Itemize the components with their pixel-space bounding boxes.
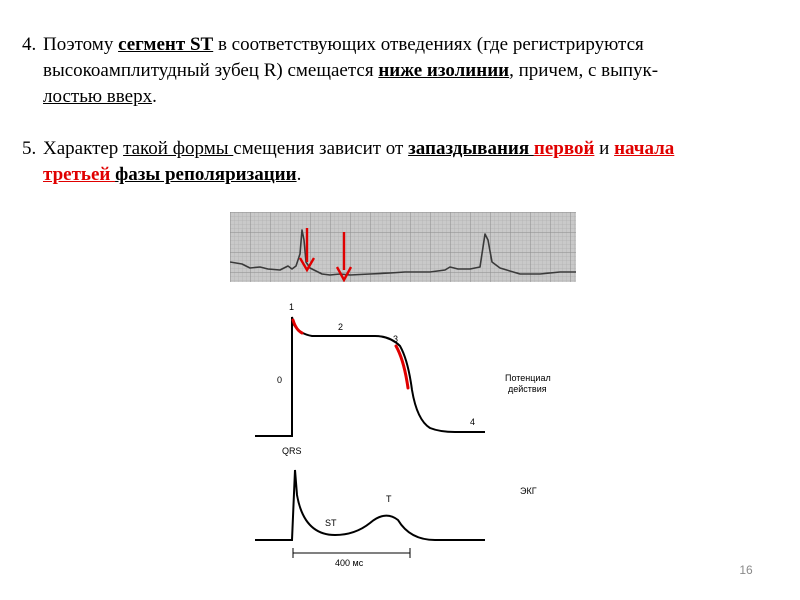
- label-qrs: QRS: [282, 446, 302, 456]
- text-span: .: [296, 164, 302, 185]
- label-phase2: 2: [338, 322, 344, 332]
- term-third: третьей: [43, 164, 116, 185]
- ecg-strip-image: [230, 212, 576, 282]
- term-delay: запаздывания: [408, 138, 534, 159]
- list-item-4: [22, 32, 792, 110]
- ecg-curve: [255, 470, 485, 540]
- item-number: 4.: [22, 34, 37, 55]
- text-span: смещения зависит от: [233, 138, 409, 159]
- term-st-segment: сегмент ST: [118, 34, 214, 55]
- term-shape: такой формы: [123, 138, 234, 159]
- phase1-highlight: [293, 320, 302, 333]
- term-below-isoline: ниже изолинии: [378, 60, 510, 81]
- text-span: , причем, с выпук-: [509, 60, 659, 81]
- term-repolarization-phase: фазы реполяризации: [115, 164, 297, 185]
- term-first: первой: [533, 138, 595, 159]
- action-potential-curve: [255, 317, 485, 436]
- text-span: высокоамплитудный зубец R) смещается: [43, 60, 379, 81]
- term-convex-up: лостью вверх: [43, 86, 153, 107]
- label-phase0: 0: [277, 375, 283, 385]
- label-st: ST: [325, 518, 337, 528]
- label-action-potential-2: действия: [508, 384, 547, 394]
- text-span: Характер: [43, 138, 124, 159]
- text-span: в соответствующих отведениях (где регистрируются: [213, 34, 644, 55]
- label-phase1: 1: [289, 302, 295, 312]
- text-span: и: [594, 138, 615, 159]
- label-phase3: 3: [393, 334, 399, 344]
- text-span: Поэтому: [43, 34, 119, 55]
- page-number: 16: [739, 563, 753, 577]
- item-number: 5.: [22, 138, 37, 159]
- term-start: начала: [614, 138, 675, 159]
- label-phase4: 4: [470, 417, 476, 427]
- label-ecg: ЭКГ: [520, 486, 537, 496]
- list-item-5: [22, 136, 792, 188]
- action-potential-ecg-diagram: [240, 290, 580, 580]
- label-t-wave: T: [386, 494, 392, 504]
- text-span: .: [152, 86, 157, 107]
- label-action-potential-1: Потенциал: [505, 373, 551, 383]
- duration-scale: [293, 548, 410, 558]
- label-duration: 400 мс: [335, 558, 364, 568]
